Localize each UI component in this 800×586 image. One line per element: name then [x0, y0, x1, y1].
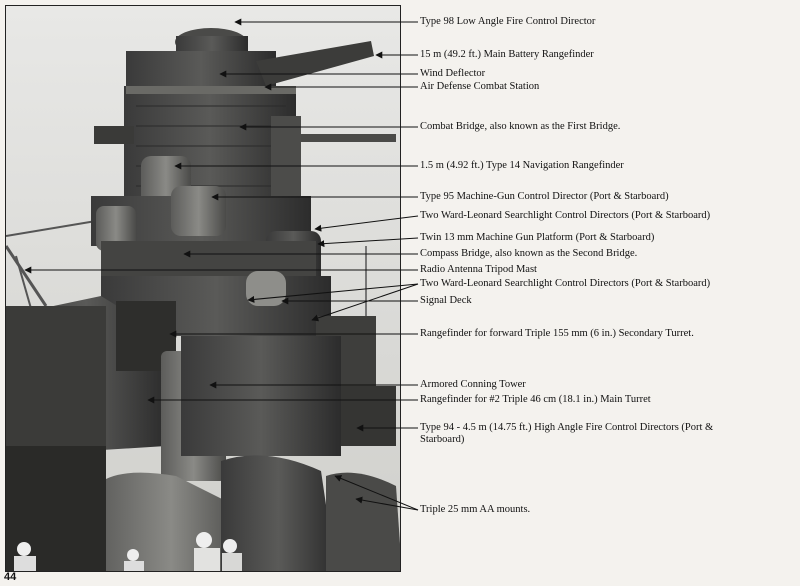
label-high-angle-directors: Type 94 - 4.5 m (14.75 ft.) High Angle Fire Control Directors (Port & Starboard)	[420, 422, 714, 445]
label-air-defense-station: Air Defense Combat Station	[420, 81, 540, 92]
photo-illustration	[6, 6, 401, 572]
label-tripod-mast: Radio Antenna Tripod Mast	[420, 264, 537, 275]
label-signal-deck: Signal Deck	[420, 295, 472, 306]
label-machine-gun-director: Type 95 Machine-Gun Control Director (Port & Starboard)	[420, 191, 669, 202]
label-searchlight-directors-lower: Two Ward-Leonard Searchlight Control Directors (Port & Starboard)	[420, 278, 711, 289]
label-armored-conning-tower: Armored Conning Tower	[420, 379, 526, 390]
label-main-battery-rangefinder: 15 m (49.2 ft.) Main Battery Rangefinder	[420, 49, 594, 60]
label-wind-deflector: Wind Deflector	[420, 68, 486, 79]
label-main-turret-rangefinder: Rangefinder for #2 Triple 46 cm (18.1 in.) Main Turret	[420, 394, 651, 405]
label-type98-director: Type 98 Low Angle Fire Control Director	[420, 16, 596, 27]
label-searchlight-directors-upper: Two Ward-Leonard Searchlight Control Directors (Port & Starboard)	[420, 210, 711, 221]
page-number: 44	[4, 571, 17, 583]
label-navigation-rangefinder: 1.5 m (4.92 ft.) Type 14 Navigation Rangefinder	[420, 160, 624, 171]
label-13mm-platform: Twin 13 mm Machine Gun Platform (Port & Starboard)	[420, 232, 655, 243]
label-combat-bridge: Combat Bridge, also known as the First Bridge.	[420, 121, 621, 132]
label-25mm-aa-mounts: Triple 25 mm AA mounts.	[420, 504, 531, 515]
label-compass-bridge: Compass Bridge, also known as the Second Bridge.	[420, 248, 638, 259]
battleship-superstructure-photo	[5, 5, 401, 572]
label-secondary-turret-rangefinder: Rangefinder for forward Triple 155 mm (6 in.) Secondary Turret.	[420, 328, 694, 339]
